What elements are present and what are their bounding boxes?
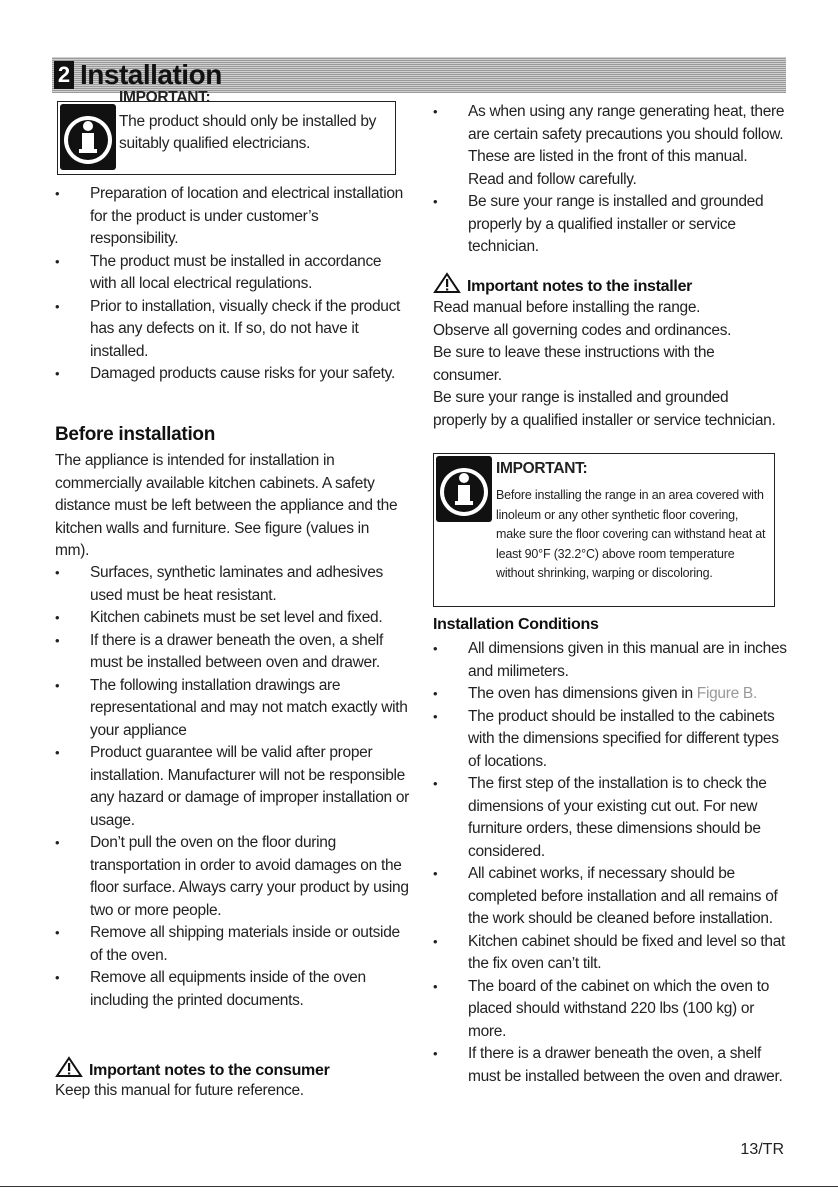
before-installation-paragraph: The appliance is intended for installation in commercially available kitchen cabinets. A safety distance must be left between the appliance and the kitchen walls and furniture. See figure (values in mm).: [55, 452, 398, 559]
list-item: • The following installation drawings are representational and may not match exactly with your appliance: [55, 675, 415, 743]
figure-b-link[interactable]: Figure B.: [696, 685, 757, 702]
before-installation-heading: Before installation: [55, 424, 216, 445]
conditions-list: [433, 638, 787, 1088]
list-item: • Kitchen cabinets must be set level and fixed.: [55, 607, 415, 630]
list-item: • Prior to installation, visually check if the product has any defects on it. If so, do not have it installed.: [55, 296, 410, 364]
list-item: • Damaged products cause risks for your safety.: [55, 363, 410, 386]
important-title: IMPORTANT:: [119, 89, 211, 106]
list-item: • If there is a drawer beneath the oven, a shelf must be installed between oven and drawer.: [55, 630, 415, 675]
list-item: • The product must be installed in accordance with all local electrical regulations.: [55, 251, 410, 296]
list-item: • Remove all shipping materials inside or outside of the oven.: [55, 922, 415, 967]
list-item: • The product should be installed to the cabinets with the dimensions specified for different types of locations.: [433, 706, 787, 774]
list-item: • If there is a drawer beneath the oven, a shelf must be installed between the oven and drawer.: [433, 1043, 787, 1088]
list-item: • Don’t pull the oven on the floor during transportation in order to avoid damages on the floor surface. Always carry your product by using two or more people.: [55, 832, 415, 922]
list-item: • Product guarantee will be valid after proper installation. Manufacturer will not be responsible any hazard or damage of improper installation or usage.: [55, 742, 415, 832]
important-box-2: [433, 453, 775, 607]
list-item: • Be sure your range is installed and grounded properly by a qualified installer or service technician.: [433, 191, 787, 259]
list-item: • Remove all equipments inside of the oven including the printed documents.: [55, 967, 415, 1012]
list-item: • As when using any range generating heat, there are certain safety precautions you should follow. These are listed in the front of this manual. Read and follow carefully.: [433, 101, 787, 191]
bottom-rule: [0, 1186, 838, 1187]
consumer-notes-text: Keep this manual for future reference.: [55, 1082, 304, 1099]
list-item: • All dimensions given in this manual are in inches and milimeters.: [433, 638, 787, 683]
page-number: 13/TR: [740, 1141, 784, 1158]
installer-line: Read manual before installing the range.: [433, 299, 701, 316]
info-icon: [436, 456, 492, 522]
important-box: [57, 89, 396, 175]
important-title: IMPORTANT:: [496, 460, 588, 477]
important-text: Before installing the range in an area covered with linoleum or any other synthetic floor covering, make sure the floor covering can withstand heat at least 90°F (32.2°C) above room temperature without shrinking, warping or discoloring.: [496, 488, 766, 580]
consumer-notes-title: Important notes to the consumer: [89, 1062, 330, 1079]
list-item: • All cabinet works, if necessary should be completed before installation and all remains of the work should be cleaned before installation.: [433, 863, 787, 931]
list-item: • Kitchen cabinet should be fixed and level so that the fix oven can’t tilt.: [433, 931, 787, 976]
bullet-list-right-1: [433, 101, 787, 259]
installation-conditions-heading: Installation Conditions: [433, 616, 599, 633]
section-number: 2: [54, 61, 74, 89]
important-text: The product should only be installed by suitably qualified electricians.: [119, 112, 377, 152]
info-icon: [60, 104, 116, 170]
installer-line: Be sure your range is installed and grounded properly by a qualified installer or service technician.: [433, 389, 776, 429]
list-item: • The board of the cabinet on which the oven to placed should withstand 220 lbs (100 kg) or more.: [433, 976, 787, 1044]
list-item: • Surfaces, synthetic laminates and adhesives used must be heat resistant.: [55, 562, 415, 607]
installer-line: Be sure to leave these instructions with the consumer.: [433, 344, 715, 384]
installer-notes-title: Important notes to the installer: [467, 278, 693, 295]
figb-text: The oven has dimensions given in: [468, 685, 693, 702]
list-item: • The first step of the installation is to check the dimensions of your existing cut out. For new furniture orders, these dimensions should be considered.: [433, 773, 787, 863]
installer-notes-text: [433, 297, 785, 432]
list-item: • Preparation of location and electrical installation for the product is under customer’s responsibility.: [55, 183, 410, 251]
bullet-list-1: [55, 183, 410, 386]
bullet-list-2: [55, 562, 415, 1012]
list-item: [433, 683, 787, 706]
section-title: Installation: [80, 59, 222, 90]
installer-line: Observe all governing codes and ordinances.: [433, 321, 732, 339]
